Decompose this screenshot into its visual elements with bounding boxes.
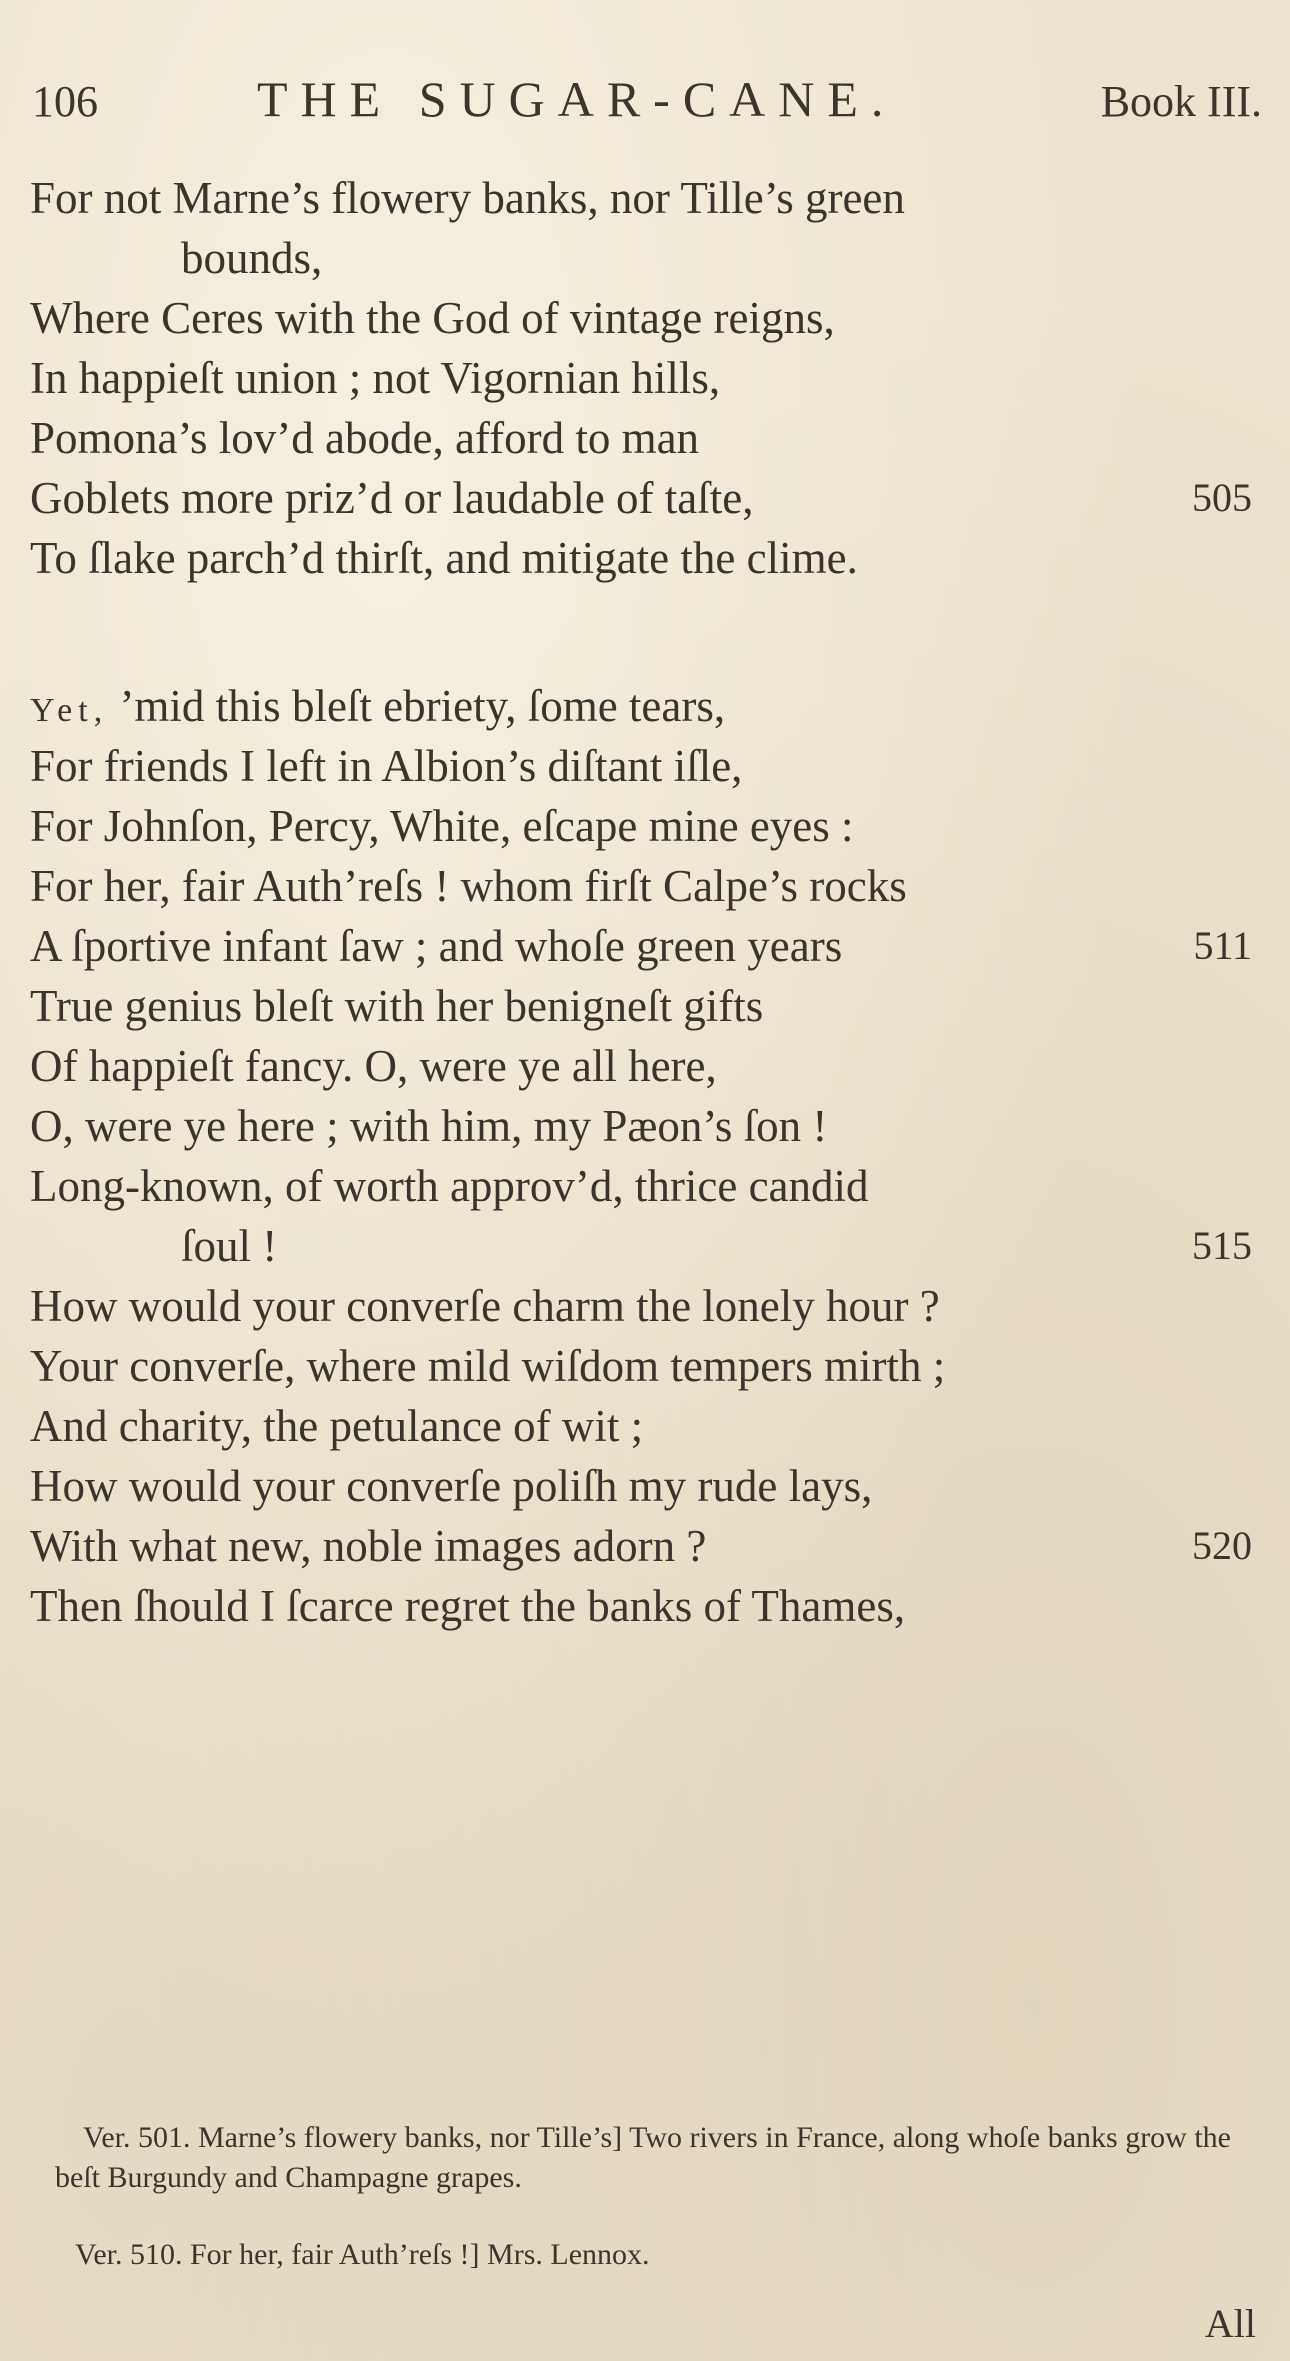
line-text: bounds, bbox=[181, 233, 323, 283]
line-text: A ſportive infant ſaw ; and whoſe green years bbox=[30, 921, 843, 971]
poem-line bbox=[30, 1156, 1252, 1216]
book-label: Book III. bbox=[1100, 77, 1262, 126]
poem-line bbox=[30, 228, 1252, 288]
poem-line bbox=[30, 1396, 1252, 1456]
catchword: All bbox=[1204, 2301, 1256, 2346]
small-caps-opening: Yet, bbox=[30, 692, 109, 729]
line-text: And charity, the petulance of wit ; bbox=[30, 1401, 644, 1451]
poem-line bbox=[30, 528, 1252, 588]
footnote-text: Ver. 510. For her, fair Auth’reſs !] Mrs. Lennox. bbox=[75, 2238, 650, 2271]
line-number: 520 bbox=[1192, 1523, 1252, 1568]
poem-line bbox=[30, 288, 1252, 348]
stanza-gap bbox=[30, 588, 1252, 676]
line-text: Of happieſt fancy. O, were ye all here, bbox=[30, 1041, 717, 1091]
line-number: 505 bbox=[1192, 475, 1252, 520]
line-text: True genius bleſt with her benigneſt gifts bbox=[30, 981, 764, 1031]
poem-line bbox=[30, 1036, 1252, 1096]
line-text: How would your converſe poliſh my rude lays, bbox=[30, 1461, 873, 1511]
line-text bbox=[30, 676, 725, 741]
line-text: Where Ceres with the God of vintage reigns, bbox=[30, 293, 835, 343]
line-rest: ’mid this bleſt ebriety, ſome tears, bbox=[108, 681, 726, 731]
poem-line bbox=[30, 348, 1252, 408]
line-text: ſoul ! bbox=[181, 1221, 278, 1271]
line-number: 515 bbox=[1192, 1223, 1252, 1268]
line-text: For Johnſon, Percy, White, eſcape mine eyes : bbox=[30, 801, 854, 851]
line-text: In happieſt union ; not Vigornian hills, bbox=[30, 353, 721, 403]
poem-line bbox=[30, 1576, 1252, 1636]
line-text: How would your converſe charm the lonely hour ? bbox=[30, 1281, 940, 1331]
poem-line bbox=[30, 916, 1252, 976]
running-head bbox=[32, 70, 1262, 130]
line-text: With what new, noble images adorn ? bbox=[30, 1521, 707, 1571]
footnote-text: Ver. 501. Marne’s flowery banks, nor Tille’s] Two rivers in France, along whoſe banks grow the beſt Burgundy and Champagne grapes. bbox=[55, 2121, 1231, 2194]
running-title: THE SUGAR-CANE. bbox=[257, 71, 897, 127]
poem-line bbox=[30, 1456, 1252, 1516]
page-number: 106 bbox=[32, 77, 98, 126]
line-text: Goblets more priz’d or laudable of taſte, bbox=[30, 473, 754, 523]
footnote bbox=[75, 2238, 650, 2272]
poem-line bbox=[30, 1216, 1252, 1276]
poem-line bbox=[30, 1096, 1252, 1156]
poem-line bbox=[30, 468, 1252, 528]
poem-text bbox=[30, 168, 1252, 1636]
line-text: To ſlake parch’d thirſt, and mitigate the clime. bbox=[30, 533, 858, 583]
poem-line bbox=[30, 1516, 1252, 1576]
poem-line bbox=[30, 856, 1252, 916]
poem-line bbox=[30, 796, 1252, 856]
footnotes bbox=[55, 2118, 1255, 2198]
footnote bbox=[55, 2118, 1255, 2198]
stanza-1 bbox=[30, 168, 1252, 588]
line-number: 511 bbox=[1193, 923, 1252, 968]
line-text: Then ſhould I ſcarce regret the banks of Thames, bbox=[30, 1581, 906, 1631]
line-text: Your converſe, where mild wiſdom tempers mirth ; bbox=[30, 1341, 946, 1391]
poem-line bbox=[30, 976, 1252, 1036]
poem-line bbox=[30, 168, 1252, 228]
stanza-2 bbox=[30, 676, 1252, 1636]
poem-line bbox=[30, 736, 1252, 796]
line-text: For not Marne’s flowery banks, nor Tille’s green bbox=[30, 173, 905, 223]
line-text: Pomona’s lov’d abode, afford to man bbox=[30, 413, 700, 463]
line-text: For her, fair Auth’reſs ! whom firſt Calpe’s rocks bbox=[30, 861, 907, 911]
poem-line bbox=[30, 1336, 1252, 1396]
poem-line bbox=[30, 408, 1252, 468]
line-text: Long-known, of worth approv’d, thrice candid bbox=[30, 1161, 869, 1211]
line-text: For friends I left in Albion’s diſtant iſle, bbox=[30, 741, 743, 791]
poem-line bbox=[30, 676, 1252, 736]
poem-line bbox=[30, 1276, 1252, 1336]
line-text: O, were ye here ; with him, my Pæon’s ſon ! bbox=[30, 1101, 828, 1151]
